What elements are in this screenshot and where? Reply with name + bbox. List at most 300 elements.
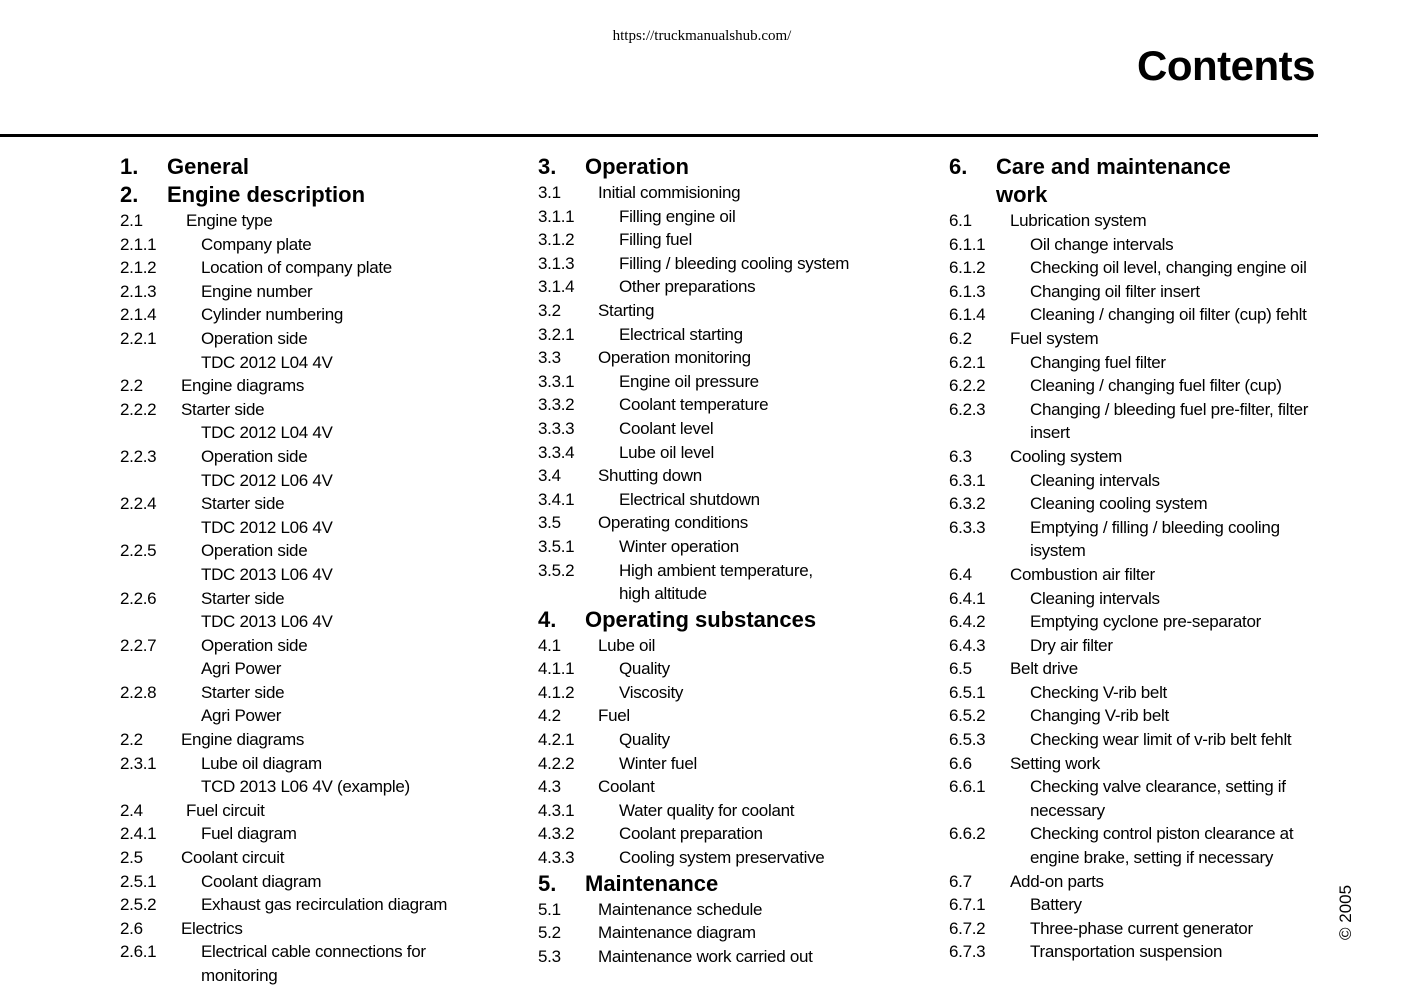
toc-entry-number: 4.1.2	[538, 682, 575, 702]
toc-chapter-heading[interactable]	[120, 181, 490, 209]
toc-entry[interactable]	[120, 256, 490, 280]
toc-entry-title: Emptying cyclone pre-separator	[1030, 612, 1262, 632]
toc-entry-number	[949, 799, 1030, 823]
toc-entry-title: Operating substances	[585, 606, 817, 632]
toc-entry-title: Engine diagrams	[181, 376, 305, 396]
toc-entry-continuation[interactable]	[120, 657, 490, 681]
toc-entry-number	[120, 469, 201, 493]
toc-entry-number: 3.3.2	[538, 395, 575, 415]
toc-entry-title: Operation side	[201, 635, 308, 655]
toc-entry[interactable]	[120, 303, 490, 327]
toc-entry-title: Coolant temperature	[619, 395, 769, 415]
toc-entry[interactable]	[120, 634, 490, 658]
toc-entry-title: Fuel diagram	[201, 824, 297, 844]
toc-entry-number	[120, 657, 201, 681]
toc-entry[interactable]	[538, 228, 918, 252]
toc-entry-number: 3.5.1	[538, 536, 575, 556]
toc-entry-number: 2.1	[120, 211, 143, 230]
toc-chapter-heading[interactable]	[949, 181, 1321, 209]
toc-entry-number: 2.	[120, 182, 139, 207]
toc-entry-title: Setting work	[1010, 753, 1100, 773]
toc-entry-number	[120, 610, 201, 634]
toc-entry-title: Oil change intervals	[1030, 234, 1174, 254]
toc-entry[interactable]	[949, 634, 1321, 658]
toc-entry[interactable]	[949, 233, 1321, 257]
toc-entry[interactable]	[949, 657, 1321, 681]
toc-entry-title: TDC 2013 L06 4V	[201, 564, 333, 584]
toc-entry[interactable]	[538, 370, 918, 394]
toc-entry-number: 3.3	[538, 348, 561, 368]
toc-entry-number: 2.1.3	[120, 281, 157, 301]
toc-entry-title: Operating conditions	[598, 513, 748, 533]
toc-entry-title: Coolant circuit	[181, 848, 285, 868]
toc-entry-title: Coolant level	[619, 418, 714, 438]
toc-entry[interactable]	[538, 728, 918, 752]
toc-entry[interactable]	[120, 492, 490, 516]
toc-entry[interactable]	[949, 374, 1321, 398]
toc-entry[interactable]	[120, 398, 490, 422]
toc-entry-number	[120, 775, 201, 799]
toc-entry-title: Maintenance	[585, 870, 719, 896]
toc-entry-number: 6.3.2	[949, 494, 986, 514]
toc-entry-title: Belt drive	[1010, 659, 1078, 679]
toc-entry[interactable]	[949, 303, 1321, 327]
toc-entry-title: Winter fuel	[619, 753, 697, 773]
page-title: Contents	[1137, 42, 1315, 89]
toc-entry-number: 4.2	[538, 706, 561, 726]
toc-entry-number: 6.7	[949, 871, 972, 891]
toc-entry-title: high altitude	[619, 584, 707, 604]
toc-entry-number: 2.2.2	[120, 399, 157, 419]
toc-entry-number	[120, 351, 201, 375]
toc-entry-number: 6.2	[949, 328, 972, 348]
toc-entry[interactable]	[120, 233, 490, 257]
toc-entry-title: High ambient temperature,	[619, 560, 813, 580]
toc-entry[interactable]	[538, 323, 918, 347]
toc-entry-number: 6.4.1	[949, 588, 986, 608]
toc-entry-continuation[interactable]	[120, 516, 490, 540]
toc-entry-title: Changing oil filter insert	[1030, 281, 1200, 301]
toc-entry-title: Agri Power	[201, 659, 282, 679]
toc-entry-number: 4.2.1	[538, 730, 575, 750]
toc-entry-number: 3.2.1	[538, 324, 575, 344]
toc-entry[interactable]	[949, 492, 1321, 516]
toc-entry-title: Coolant	[598, 777, 655, 797]
toc-entry[interactable]	[538, 488, 918, 512]
toc-entry-title: Engine description	[167, 182, 366, 207]
toc-entry[interactable]	[538, 681, 918, 705]
toc-entry-title: work	[996, 182, 1048, 207]
toc-entry-title: Engine oil pressure	[619, 371, 759, 391]
toc-entry-title: Changing / bleeding fuel pre-filter, filter	[1030, 399, 1309, 419]
toc-entry[interactable]	[120, 445, 490, 469]
toc-entry[interactable]	[949, 681, 1321, 705]
toc-entry-title: Lube oil	[598, 635, 656, 655]
toc-entry-title: Starter side	[201, 682, 285, 702]
toc-entry-number: 6.3.3	[949, 517, 986, 537]
toc-entry-number: 6.5.2	[949, 706, 986, 726]
toc-entry-title: Cylinder numbering	[201, 305, 344, 325]
toc-entry-number: 4.	[538, 606, 557, 632]
toc-entry-number: 2.2.7	[120, 635, 157, 655]
toc-entry-number: 2.1.4	[120, 305, 157, 325]
toc-entry-number: 2.4	[120, 800, 143, 820]
toc-entry-number: 6.7.1	[949, 895, 986, 915]
toc-entry-number: 6.1.2	[949, 258, 986, 278]
toc-entry[interactable]	[949, 445, 1321, 469]
toc-entry[interactable]	[538, 657, 918, 681]
toc-entry-title: Coolant diagram	[201, 871, 322, 891]
toc-entry-number: 3.	[538, 154, 557, 179]
toc-entry-number: 4.3.2	[538, 824, 575, 844]
toc-entry-title: Electrical shutdown	[619, 489, 760, 509]
toc-entry-title: TDC 2012 L06 4V	[201, 517, 333, 537]
toc-entry-title: Battery	[1030, 895, 1082, 915]
toc-entry-title: Checking oil level, changing engine oil	[1030, 258, 1307, 278]
toc-entry-title: Cooling system	[1010, 446, 1123, 466]
toc-entry[interactable]	[538, 752, 918, 776]
toc-entry[interactable]	[538, 441, 918, 465]
toc-entry-title: Operation side	[201, 541, 308, 561]
toc-entry[interactable]	[949, 516, 1321, 540]
toc-entry-number: 6.1	[949, 211, 972, 230]
toc-entry-number	[538, 582, 619, 606]
toc-entry-title: Checking valve clearance, setting if	[1030, 777, 1286, 797]
toc-entry-title: Checking wear limit of v-rib belt fehlt	[1030, 730, 1292, 750]
toc-entry-continuation[interactable]	[120, 469, 490, 493]
toc-entry-title: Lubrication system	[1010, 211, 1147, 230]
toc-entry[interactable]	[538, 252, 918, 276]
toc-entry-number: 6.5.1	[949, 682, 986, 702]
toc-entry-continuation[interactable]	[120, 610, 490, 634]
toc-entry[interactable]	[120, 799, 490, 823]
toc-entry-number: 6.5.3	[949, 730, 986, 750]
toc-entry[interactable]	[949, 822, 1321, 846]
toc-entry-number: 2.2.4	[120, 494, 157, 514]
toc-entry-number: 5.1	[538, 899, 561, 919]
toc-entry-title: Filling engine oil	[619, 206, 736, 226]
toc-entry[interactable]	[538, 921, 918, 945]
toc-entry-title: Starter side	[201, 494, 285, 514]
toc-chapter-heading[interactable]	[538, 606, 918, 634]
toc-entry-title: Exhaust gas recirculation diagram	[201, 895, 448, 915]
toc-entry[interactable]	[120, 893, 490, 917]
toc-entry-number: 6.7.3	[949, 942, 986, 962]
toc-entry[interactable]	[120, 209, 490, 233]
toc-entry-number: 3.1.1	[538, 206, 575, 226]
toc-entry[interactable]	[949, 728, 1321, 752]
toc-entry-number: 3.1.3	[538, 253, 575, 273]
toc-chapter-heading[interactable]	[538, 870, 918, 898]
toc-entry-number	[949, 539, 1030, 563]
toc-entry-number	[120, 421, 201, 445]
toc-entry-title: Care and maintenance	[996, 154, 1231, 179]
toc-entry-title: Electrical starting	[619, 324, 743, 344]
toc-entry-title: Agri Power	[201, 706, 282, 726]
toc-entry-title: Other preparations	[619, 277, 756, 297]
toc-entry-number: 3.1.2	[538, 230, 575, 250]
toc-entry-number: 6.3.1	[949, 470, 986, 490]
toc-entry[interactable]	[120, 587, 490, 611]
toc-entry[interactable]	[949, 563, 1321, 587]
toc-entry-title: TDC 2012 L04 4V	[201, 423, 333, 443]
toc-entry-title: Fuel circuit	[186, 800, 265, 820]
toc-entry[interactable]	[949, 209, 1321, 233]
toc-entry-continuation[interactable]	[949, 539, 1321, 563]
toc-entry-title: General	[167, 154, 249, 179]
toc-entry-number: 2.4.1	[120, 824, 157, 844]
toc-entry-number: 1.	[120, 154, 139, 179]
toc-entry-title: Coolant preparation	[619, 824, 763, 844]
toc-entry[interactable]	[949, 327, 1321, 351]
toc-entry-title: Cleaning / changing fuel filter (cup)	[1030, 376, 1282, 396]
toc-entry-continuation[interactable]	[949, 846, 1321, 870]
toc-entry-number: 3.5.2	[538, 560, 575, 580]
toc-entry-title: Checking control piston clearance at	[1030, 824, 1294, 844]
toc-entry-number: 2.3.1	[120, 753, 157, 773]
toc-entry-title: Cleaning / changing oil filter (cup) fehlt	[1030, 305, 1307, 325]
toc-entry[interactable]	[949, 280, 1321, 304]
toc-entry[interactable]	[120, 280, 490, 304]
toc-entry-number: 3.1	[538, 183, 561, 202]
toc-entry[interactable]	[538, 511, 918, 535]
toc-entry-title: Viscosity	[619, 682, 684, 702]
toc-entry-title: Quality	[619, 659, 670, 679]
toc-entry-number: 3.2	[538, 300, 561, 320]
toc-entry-number	[949, 181, 996, 209]
toc-entry[interactable]	[949, 610, 1321, 634]
toc-entry[interactable]	[949, 469, 1321, 493]
toc-entry-number: 3.5	[538, 513, 561, 533]
toc-entry-number: 5.	[538, 870, 557, 896]
toc-entry-title: isystem	[1030, 541, 1086, 561]
toc-entry-number	[949, 421, 1030, 445]
toc-chapter-heading[interactable]	[120, 153, 490, 181]
toc-entry[interactable]	[538, 299, 918, 323]
toc-entry-title: Winter operation	[619, 536, 739, 556]
toc-entry-number: 2.5.1	[120, 871, 157, 891]
toc-entry-number: 6.6	[949, 753, 972, 773]
toc-entry[interactable]	[538, 205, 918, 229]
toc-entry[interactable]	[949, 940, 1321, 964]
toc-entry-title: Starter side	[201, 588, 285, 608]
toc-entry-number: 6.3	[949, 446, 972, 466]
toc-entry[interactable]	[538, 634, 918, 658]
toc-entry-number: 5.2	[538, 923, 561, 943]
toc-entry-title: Fuel	[598, 706, 630, 726]
toc-entry[interactable]	[949, 775, 1321, 799]
toc-entry-title: Shutting down	[598, 466, 702, 486]
toc-entry-title: TDC 2012 L06 4V	[201, 470, 333, 490]
toc-entry-number: 6.4.2	[949, 612, 986, 632]
toc-entry[interactable]	[538, 417, 918, 441]
toc-entry-title: insert	[1030, 423, 1070, 443]
toc-entry[interactable]	[120, 539, 490, 563]
toc-column-1	[120, 153, 490, 988]
toc-entry-title: Emptying / filling / bleeding cooling	[1030, 517, 1280, 537]
toc-entry-title: necessary	[1030, 800, 1105, 820]
toc-entry-title: Quality	[619, 730, 670, 750]
toc-entry[interactable]	[120, 728, 490, 752]
toc-entry[interactable]	[538, 846, 918, 870]
toc-entry[interactable]	[949, 752, 1321, 776]
toc-entry[interactable]	[949, 398, 1321, 422]
toc-entry[interactable]	[538, 393, 918, 417]
toc-entry-number: 3.3.1	[538, 371, 575, 391]
toc-entry-title: Filling fuel	[619, 230, 692, 250]
toc-entry-continuation[interactable]	[120, 563, 490, 587]
toc-entry-title: Operation side	[201, 446, 308, 466]
toc-entry-number: 2.5.2	[120, 895, 157, 915]
toc-entry-title: Fuel system	[1010, 328, 1099, 348]
toc-entry-continuation[interactable]	[120, 775, 490, 799]
toc-entry[interactable]	[538, 275, 918, 299]
toc-entry[interactable]	[120, 870, 490, 894]
toc-entry-title: Cleaning cooling system	[1030, 494, 1208, 514]
toc-entry-title: Cleaning intervals	[1030, 470, 1160, 490]
toc-entry-number: 6.4	[949, 564, 972, 584]
toc-entry-number: 3.4	[538, 466, 561, 486]
toc-entry-continuation[interactable]	[120, 421, 490, 445]
toc-entry-continuation[interactable]	[120, 964, 490, 988]
toc-entry-number: 4.2.2	[538, 753, 575, 773]
toc-entry-number: 6.5	[949, 659, 972, 679]
toc-entry-number	[949, 846, 1030, 870]
toc-entry-title: Maintenance work carried out	[598, 946, 813, 966]
toc-entry[interactable]	[949, 351, 1321, 375]
toc-entry[interactable]	[538, 181, 918, 205]
toc-entry-title: Electrical cable connections for	[201, 942, 426, 962]
toc-entry[interactable]	[120, 917, 490, 941]
toc-entry[interactable]	[949, 870, 1321, 894]
toc-entry-number	[120, 964, 201, 988]
toc-entry-number: 2.5	[120, 848, 143, 868]
toc-entry[interactable]	[120, 822, 490, 846]
toc-entry[interactable]	[120, 846, 490, 870]
toc-entry-number: 4.1	[538, 635, 561, 655]
toc-entry-continuation[interactable]	[120, 351, 490, 375]
toc-entry-title: TCD 2013 L06 4V (example)	[201, 777, 410, 797]
toc-entry-continuation[interactable]	[949, 799, 1321, 823]
toc-entry-continuation[interactable]	[538, 582, 918, 606]
toc-entry-number	[120, 563, 201, 587]
toc-entry[interactable]	[949, 917, 1321, 941]
toc-entry-number: 2.1.2	[120, 258, 157, 278]
toc-entry-title: Transportation suspension	[1030, 942, 1223, 962]
toc-entry[interactable]	[538, 704, 918, 728]
toc-entry-title: Maintenance diagram	[598, 923, 756, 943]
toc-entry[interactable]	[538, 898, 918, 922]
toc-entry-number	[120, 516, 201, 540]
toc-entry-title: Engine number	[201, 281, 313, 301]
toc-chapter-heading[interactable]	[538, 153, 918, 181]
toc-entry-number: 6.2.3	[949, 399, 986, 419]
toc-entry-number: 6.4.3	[949, 635, 986, 655]
toc-entry-title: Engine diagrams	[181, 730, 305, 750]
toc-entry[interactable]	[538, 822, 918, 846]
toc-entry-title: Company plate	[201, 234, 312, 254]
toc-entry-title: Three-phase current generator	[1030, 918, 1253, 938]
toc-entry[interactable]	[538, 464, 918, 488]
toc-entry-title: Lube oil diagram	[201, 753, 322, 773]
toc-entry-title: TDC 2012 L04 4V	[201, 352, 333, 372]
toc-entry-number: 2.2	[120, 730, 143, 750]
toc-entry-number: 3.3.4	[538, 442, 575, 462]
toc-entry-title: engine brake, setting if necessary	[1030, 848, 1274, 868]
toc-entry[interactable]	[949, 256, 1321, 280]
toc-chapter-heading[interactable]	[949, 153, 1321, 181]
toc-entry[interactable]	[120, 940, 490, 964]
toc-entry-number: 4.3.3	[538, 848, 575, 868]
toc-entry-number: 2.2.1	[120, 328, 157, 348]
toc-entry-number: 3.1.4	[538, 277, 575, 297]
toc-entry-title: TDC 2013 L06 4V	[201, 612, 333, 632]
toc-entry-number: 4.3	[538, 777, 561, 797]
toc-entry-title: monitoring	[201, 966, 278, 985]
toc-entry-number: 6.2.1	[949, 352, 986, 372]
toc-entry-number: 2.2.3	[120, 446, 157, 466]
toc-entry-continuation[interactable]	[949, 421, 1321, 445]
toc-entry-number: 3.4.1	[538, 489, 575, 509]
toc-entry[interactable]	[538, 346, 918, 370]
source-url[interactable]: https://truckmanualshub.com/	[612, 28, 792, 44]
header-divider	[0, 134, 1318, 137]
toc-entry-title: Filling / bleeding cooling system	[619, 253, 850, 273]
toc-entry[interactable]	[949, 704, 1321, 728]
toc-entry-number: 2.6	[120, 918, 143, 938]
toc-entry-number: 2.2.8	[120, 682, 157, 702]
toc-entry-number: 4.3.1	[538, 800, 575, 820]
toc-entry-title: Electrics	[181, 918, 243, 938]
toc-entry[interactable]	[120, 374, 490, 398]
toc-entry[interactable]	[538, 775, 918, 799]
toc-entry-number: 6.	[949, 154, 968, 179]
toc-entry-title: Checking V-rib belt	[1030, 682, 1167, 702]
toc-entry-number: 2.1.1	[120, 234, 157, 254]
toc-entry[interactable]	[538, 535, 918, 559]
toc-entry[interactable]	[120, 752, 490, 776]
toc-entry-number: 6.1.4	[949, 305, 986, 325]
toc-entry-title: Operation monitoring	[598, 348, 751, 368]
toc-entry-number	[120, 704, 201, 728]
toc-entry[interactable]	[949, 893, 1321, 917]
toc-entry-title: Operation	[585, 154, 689, 179]
toc-entry[interactable]	[538, 559, 918, 583]
toc-entry-number: 6.1.1	[949, 234, 986, 254]
toc-entry-title: Lube oil level	[619, 442, 715, 462]
toc-entry-number: 2.2.6	[120, 588, 157, 608]
toc-entry[interactable]	[120, 681, 490, 705]
toc-entry-number: 4.1.1	[538, 659, 575, 679]
toc-entry[interactable]	[538, 799, 918, 823]
toc-entry-title: Engine type	[186, 211, 273, 230]
copyright-notice: © 2005	[1336, 884, 1355, 940]
toc-entry-title: Dry air filter	[1030, 635, 1113, 655]
toc-column-3	[949, 153, 1321, 964]
toc-entry-title: Changing fuel filter	[1030, 352, 1166, 372]
toc-entry-continuation[interactable]	[120, 704, 490, 728]
toc-entry-title: Add-on parts	[1010, 871, 1104, 891]
toc-entry[interactable]	[949, 587, 1321, 611]
toc-entry-number: 2.2	[120, 376, 143, 396]
toc-entry[interactable]	[538, 945, 918, 969]
toc-entry[interactable]	[120, 327, 490, 351]
toc-entry-title: Combustion air filter	[1010, 564, 1155, 584]
toc-entry-title: Initial commisioning	[598, 183, 741, 202]
toc-column-2	[538, 153, 918, 968]
toc-entry-number: 5.3	[538, 946, 561, 966]
toc-entry-title: Cooling system preservative	[619, 848, 825, 868]
